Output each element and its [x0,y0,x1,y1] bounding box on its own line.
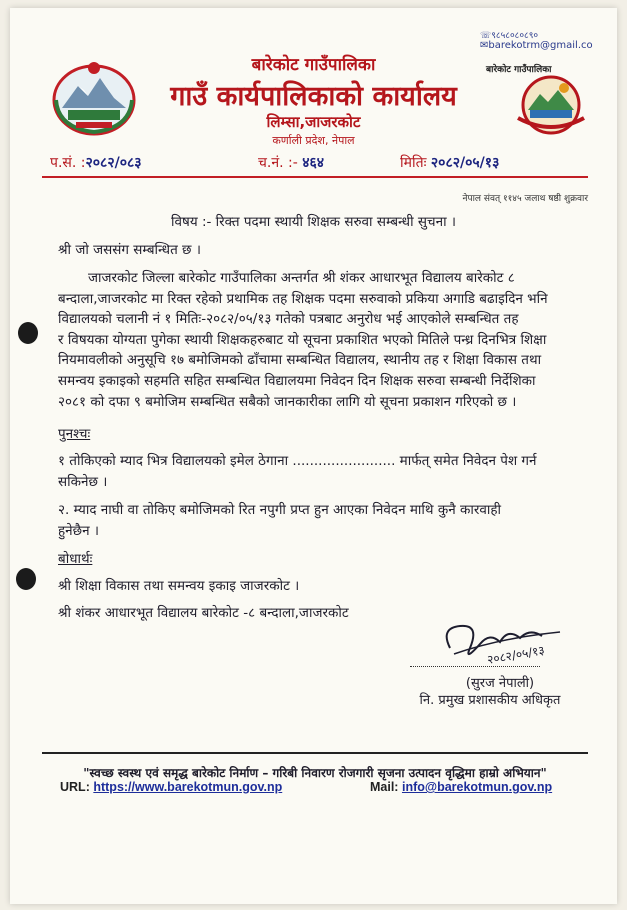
signatory-name: (सुरज नेपाली) [465,676,535,691]
mail-icon: ✉ [480,40,489,51]
body-line: विद्यालयको चलानी नं १ मितिः-२०८२/०५/१३ गतेको पत्रबाट अनुरोध भई आएकोले सम्बन्धित तह [58,311,519,328]
footer-mail: Mail: info@barekotmun.gov.np [370,780,553,794]
mail-link[interactable]: info@barekotmun.gov.np [401,780,553,794]
body-line: २०८१ को दफा ९ बमोजिम सम्बन्धित सबैको जानकारीका लागि यो सूचना प्रकाशन गरिएको छ । [58,393,517,410]
office-email: ✉barekotrm@gmail.co [480,40,593,51]
signature-icon [430,608,580,678]
ps-reference: प.सं. :२०८२/०८३ [50,155,142,171]
postscript-heading: पुनश्चः [58,426,91,442]
footer-divider [42,752,588,754]
footer-url: URL: https://www.barekotmun.gov.np [60,780,283,794]
signature-date: २०८२/०५/१३ [486,643,546,667]
body-paragraph [58,268,588,412]
office-place: लिम्सा,जाजरकोट [266,113,361,131]
cc-heading: बोधार्थः [58,551,93,567]
logo-caption: बारेकोट गाउँपालिका [486,65,552,75]
body-line: समन्वय इकाइको सहमति सहित सम्बन्धित विद्यालयमा निवेदन दिन शिक्षक सरुवा सम्बन्धी निर्देशिका [58,372,536,389]
cc-line-1: श्री शिक्षा विकास तथा समन्वय इकाइ जाजरकोट । [58,578,300,594]
province-name: कर्णाली प्रदेश, नेपाल [272,134,355,147]
salutation: श्री जो जससंग सम्बन्धित छ । [58,242,201,258]
website-link[interactable]: https://www.barekotmun.gov.np [93,780,283,794]
signatory-title: नि. प्रमुख प्रशासकीय अधिकृत [419,693,561,708]
signature-line [410,666,540,667]
header-divider [42,176,588,178]
letter-date: मितिः २०८२/०५/१३ [400,155,500,171]
body-line: र विषयका योग्यता पुगेका स्थायी शिक्षकहरुबाट यो सूचना प्रकाशित भएको मितिले पन्ध्र दिनभित्र शिक्षा [58,331,547,348]
nepal-samvat-date: नेपाल संवत् ११४५ जलाथ षष्ठी शुक्रवार [462,194,588,204]
punch-hole [18,322,38,344]
footer-slogan: "स्वच्छ स्वस्थ एवं समृद्ध बारेकोट निर्माण – गरिबी निवारण रोजगारी सृजना उत्पादन वृद्धिमा हाम्रो अभियान" [83,766,547,780]
body-line: बन्दाला,जाजरकोट मा रिक्त रहेको प्रथामिक तह शिक्षक पदमा सरुवाको प्रकिया अगाडि बढाइदिन भनि [58,290,548,307]
postscript-item-2: २. म्याद नाघी वा तोकिए बमोजिमको रित नपुगी प्रप्त हुन आएका निवेदन माथि कुनै कारवाही हुनेछैन । [58,502,502,539]
letter-subject: विषय :- रिक्त पदमा स्थायी शिक्षक सरुवा सम्बन्धी सुचना । [171,214,456,230]
body-line: जाजरकोट जिल्ला बारेकोट गाउँपालिका अन्तर्गत श्री शंकर आधारभूत विद्यालय बारेकोट ८ [88,270,515,286]
phone-number: ☏९८५८०८०८९० [480,31,539,41]
punch-hole [16,568,36,590]
cc-line-2: श्री शंकर आधारभूत विद्यालय बारेकोट -८ बन्दाला,जाजरकोट [58,605,349,621]
postscript-item-1: १ तोकिएको म्याद भित्र विद्यालयको इमेल ठेगाना ........................ मार्फत् समेत निवेदन पेश गर्न सकिनेछ । [58,453,537,490]
municipality-name: बारेकोट गाउँपालिका [251,55,376,75]
chalani-number: च.नं. :- ४६४ [258,155,325,171]
body-line: नियमावलीको अनुसूचि १७ बमोजिमको ढाँचामा सम्बन्धित विद्यालय, स्थानीय तह र शिक्षा विकास तथा [58,352,542,369]
office-name: गाउँ कार्यपालिकाको कार्यालय [170,81,457,112]
